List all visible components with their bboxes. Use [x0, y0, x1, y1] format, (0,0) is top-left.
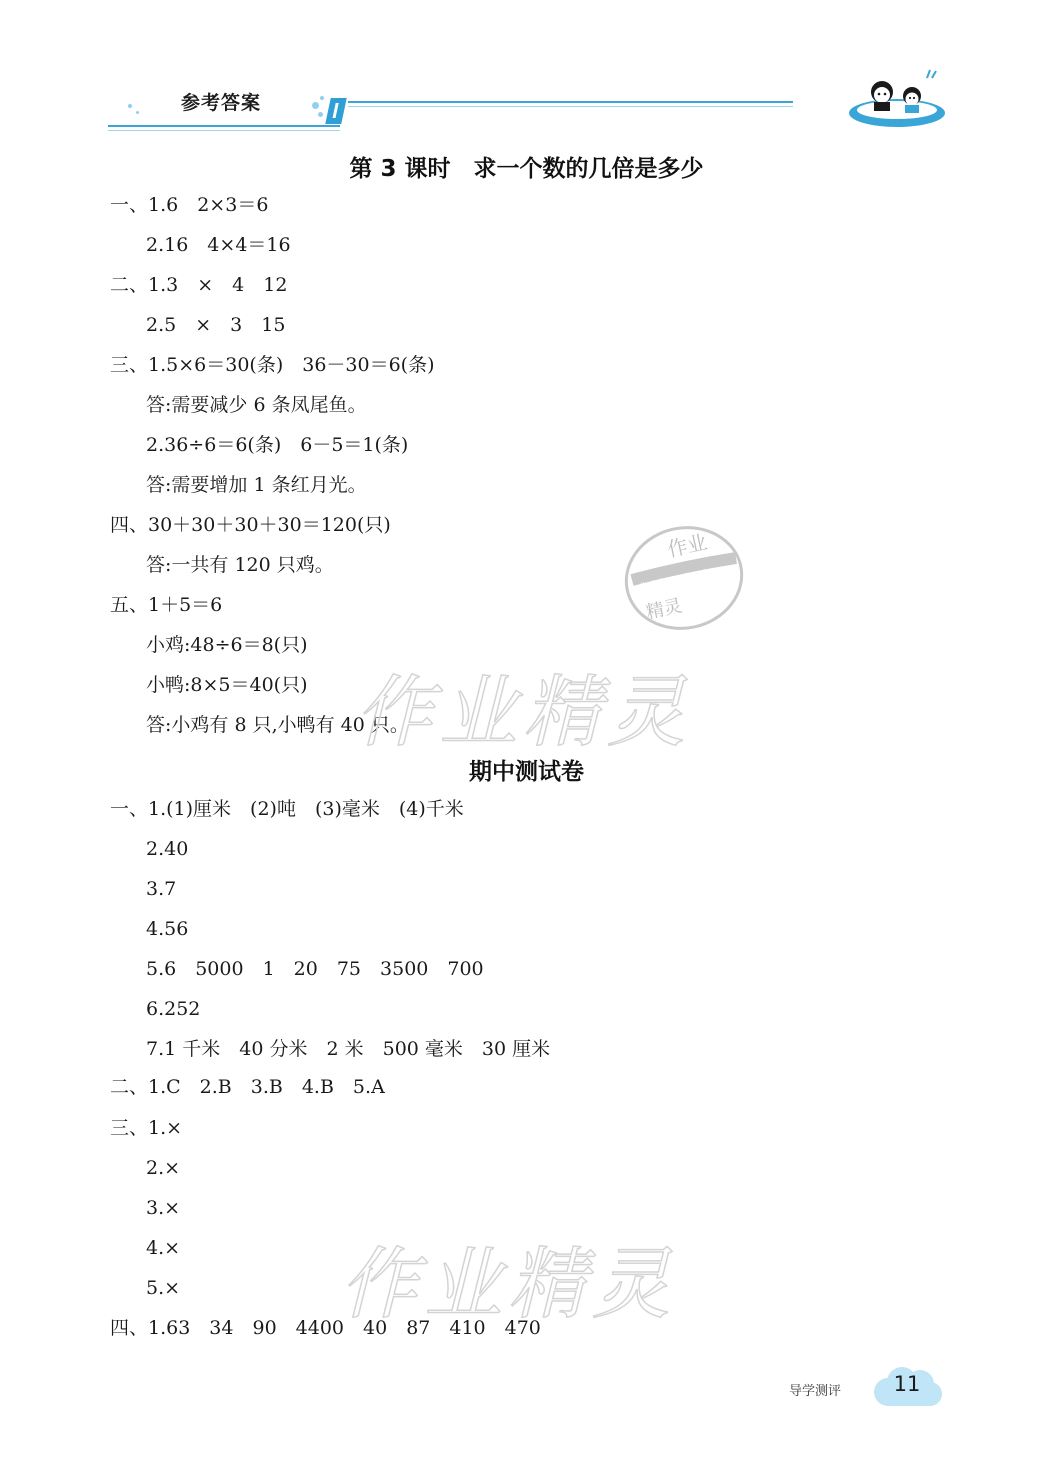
watermark-stamp — [618, 518, 750, 638]
stamp-top-text: 作业 — [665, 529, 710, 562]
watermark-text: 作业精灵 — [355, 668, 692, 758]
answer-line: 3.× — [146, 1197, 181, 1219]
answer-line: 一、1.(1)厘米 (2)吨 (3)毫米 (4)千米 — [110, 798, 464, 820]
answer-line: 三、1.× — [110, 1117, 183, 1139]
footer-label: 导学测评 — [789, 1384, 842, 1399]
answer-line: 7.1 千米 40 分米 2 米 500 毫米 30 厘米 — [146, 1038, 551, 1060]
page-header — [0, 0, 1053, 150]
header-badge-icon — [325, 98, 347, 124]
header-divider — [108, 125, 340, 127]
answer-line: 四、1.63 34 90 4400 40 87 410 470 — [110, 1317, 541, 1339]
kids-mascot-icon — [842, 68, 952, 133]
stamp-bottom-text: 精灵 — [644, 595, 684, 624]
section-title: 期中测试卷 — [469, 759, 584, 785]
page-number: 11 — [893, 1372, 921, 1396]
answer-line: 答:一共有 120 只鸡。 — [146, 554, 334, 576]
answer-line: 2.40 — [146, 838, 189, 860]
answer-line: 二、1.C 2.B 3.B 4.B 5.A — [110, 1076, 385, 1098]
header-rule — [348, 101, 793, 103]
decor-dot — [136, 111, 139, 114]
answer-line: 5.6 5000 1 20 75 3500 700 — [146, 958, 484, 980]
answer-line: 4.56 — [146, 918, 189, 940]
answer-line: 2.5 × 3 15 — [146, 314, 286, 336]
answer-line: 2.36÷6＝6(条) 6－5＝1(条) — [146, 434, 409, 456]
answer-line: 四、30＋30＋30＋30＝120(只) — [110, 514, 391, 536]
answer-line: 答:小鸡有 8 只,小鸭有 40 只。 — [146, 714, 409, 736]
section-title: 第 3 课时 求一个数的几倍是多少 — [349, 156, 704, 182]
decor-dot — [320, 96, 324, 100]
answer-line: 2.× — [146, 1157, 181, 1179]
header-divider — [108, 130, 340, 131]
answer-line: 2.16 4×4＝16 — [146, 234, 291, 256]
answer-line: 小鸭:8×5＝40(只) — [146, 674, 308, 696]
header-title: 参考答案 — [181, 92, 262, 114]
answer-line: 小鸡:48÷6＝8(只) — [146, 634, 308, 656]
answer-line: 五、1＋5＝6 — [110, 594, 223, 616]
decor-dot — [312, 102, 319, 109]
answer-line: 三、1.5×6＝30(条) 36－30＝6(条) — [110, 354, 435, 376]
watermark-text: 作业精灵 — [340, 1240, 677, 1330]
answer-line: 答:需要增加 1 条红月光。 — [146, 474, 367, 496]
header-rule — [348, 106, 793, 107]
answer-line: 答:需要减少 6 条凤尾鱼。 — [146, 394, 367, 416]
answer-line: 一、1.6 2×3＝6 — [110, 194, 269, 216]
answer-line: 3.7 — [146, 878, 177, 900]
decor-dot — [318, 112, 323, 117]
answer-line: 5.× — [146, 1277, 181, 1299]
stamp-middle-text: 作业帮查小助手 — [638, 569, 709, 595]
answer-line: 二、1.3 × 4 12 — [110, 274, 288, 296]
decor-dot — [128, 104, 132, 108]
answer-line: 6.252 — [146, 998, 201, 1020]
answer-line: 4.× — [146, 1237, 181, 1259]
